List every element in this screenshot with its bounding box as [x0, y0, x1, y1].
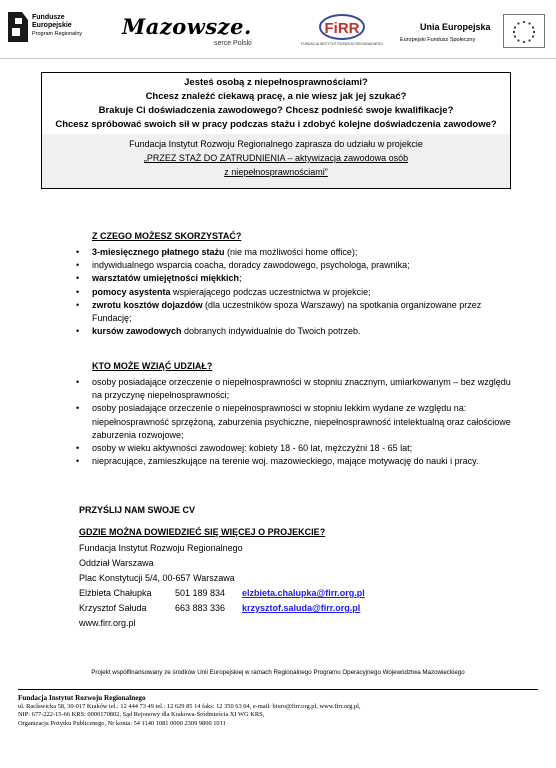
intro-questions-box: [41, 72, 511, 136]
footer-line-2: NIP: 677-222-15-66 KRS: 0000170802, Sąd Rejonowy dla Krakowa-Śródmieścia XI WG KRS,: [18, 711, 265, 719]
benefits-list: [76, 246, 532, 338]
contact-person-row: [79, 588, 152, 598]
contact-email-link[interactable]: krzysztof.saluda@firr.org.pl: [242, 603, 361, 613]
list-item: • 3-miesięcznego płatnego stażu (nie ma możliwości home office);: [76, 246, 532, 259]
list-item: • warsztatów umiejętności miękkich;: [76, 272, 532, 285]
invitation-text: Fundacja Instytut Rozwoju Regionalnego zaprasza do udziału w projekcie: [129, 139, 423, 149]
contact-phone: 663 883 336: [175, 603, 226, 613]
header-divider: [0, 58, 556, 59]
contact-name: Elżbieta Chałupka: [79, 588, 152, 598]
eligibility-list: [76, 376, 532, 468]
intro-question-4: Chcesz spróbować swoich sił w pracy podczas stażu i zdobyć kolejne doświadczenia zawodowe?: [55, 119, 497, 130]
list-item: • zwrotu kosztów dojazdów (dla uczestników spoza Warszawy) na spotkania organizowane przez Fundację;: [76, 299, 532, 325]
project-title-line-1: „PRZEZ STAŻ DO ZATRUDNIENIA – aktywizacja zawodowa osób: [143, 153, 409, 163]
send-cv-heading: PRZYŚLIJ NAM SWOJE CV: [79, 505, 196, 515]
footer-line-1: ul. Racławicka 58, 30-017 Kraków tel.: 12 444 73 49 tel.: 12 629 85 14 faks: 12 350 63 04, e-mail: biuro@firr.org.pl, www.firr.org.pl,: [18, 702, 361, 710]
list-item: • niepracujące, zamieszkujące na terenie woj. mazowieckiego, mające motywację do nauki i pracy.: [76, 455, 532, 468]
fe-line-3: Program Regionalny: [32, 31, 83, 37]
invitation-box: [41, 134, 511, 189]
eligibility-heading: KTO MOŻE WZIĄĆ UDZIAŁ?: [92, 361, 213, 371]
contact-website: www.firr.org.pl: [79, 618, 136, 628]
ue-title: Unia Europejska: [420, 22, 491, 32]
cofinancing-note: Projekt współfinansowany ze środków Unii Europejskiej w ramach Regionalnego Programu Operacyjnego Województwa Mazowieckiego: [91, 669, 465, 676]
firr-logo-text: FiRR: [324, 20, 360, 37]
eu-flag-icon: [503, 14, 545, 48]
list-item: • osoby posiadające orzeczenie o niepełnosprawności w stopniu znacznym, umiarkowanym – bez względu na przyczynę niepełnosprawności;: [76, 376, 532, 402]
fe-line-1: Fundusze: [32, 14, 65, 21]
contact-branch: Oddział Warszawa: [79, 558, 154, 568]
footer-divider: [18, 689, 538, 690]
contact-org: Fundacja Instytut Rozwoju Regionalnego: [79, 543, 243, 553]
intro-question-3: Brakuje Ci doświadczenia zawodowego? Chcesz podnieść swoje kwalifikacje?: [98, 105, 454, 116]
list-item: • indywidualnego wsparcia coacha, doradcy zawodowego, psychologa, prawnika;: [76, 259, 532, 272]
firr-logo: [301, 12, 383, 50]
benefits-heading: Z CZEGO MOŻESZ SKORZYSTAĆ?: [92, 231, 242, 241]
ue-subtitle: Europejski Fundusz Społeczny: [400, 37, 476, 43]
list-item: • pomocy asystenta wspierającego podczas uczestnictwa w projekcie;: [76, 286, 532, 299]
intro-question-1: Jesteś osobą z niepełnosprawnościami?: [184, 77, 368, 88]
list-item: • kursów zawodowych dobranych indywidualnie do Twoich potrzeb.: [76, 325, 532, 338]
firr-logo-subtext: FUNDACJA INSTYTUT ROZWOJU REGIONALNEGO: [301, 42, 383, 46]
project-title-line-2: z niepełnosprawnościami”: [224, 167, 328, 177]
contact-phone: 501 189 834: [175, 588, 226, 598]
footer-line-3: Organizacja Pożytku Publicznego, Nr konta: 54 1140 1081 0000 2309 9800 1011: [18, 719, 226, 727]
list-item: • osoby w wieku aktywności zawodowej: kobiety 18 - 60 lat, mężczyźni 18 - 65 lat;: [76, 442, 532, 455]
mazowsze-tagline: serce Polski: [214, 40, 252, 47]
firr-logo-icon: [301, 12, 383, 50]
intro-question-2: Chcesz znaleźć ciekawą pracę, a nie wiesz jak jej szukać?: [145, 91, 407, 102]
contact-name: Krzysztof Sałuda: [79, 603, 147, 613]
fe-line-2: Europejskie: [32, 22, 72, 29]
list-item: • osoby posiadające orzeczenie o niepełnosprawności w stopniu lekkim wydane ze względu na: niepełnosprawność sprzężoną, zaburzenia psychiczne, niepełnosprawność intelektualną oraz całościowe zaburzenia rozwojowe;: [76, 402, 532, 442]
contact-heading: GDZIE MOŻNA DOWIEDZIEĆ SIĘ WIĘCEJ O PROJEKCIE?: [79, 527, 326, 537]
footer-org-name: Fundacja Instytut Rozwoju Regionalnego: [18, 694, 146, 702]
contact-address: Plac Konstytucji 5/4, 00-657 Warszawa: [79, 573, 235, 583]
fundusze-europejskie-logo: [32, 14, 82, 38]
contact-email-link[interactable]: elzbieta.chalupka@firr.org.pl: [242, 588, 365, 598]
fundusze-europejskie-logo-icon: [8, 12, 28, 42]
contact-person-row: [79, 603, 147, 613]
mazowsze-logo: Mazowsze.: [122, 14, 252, 39]
footer-address-block: [18, 694, 360, 728]
